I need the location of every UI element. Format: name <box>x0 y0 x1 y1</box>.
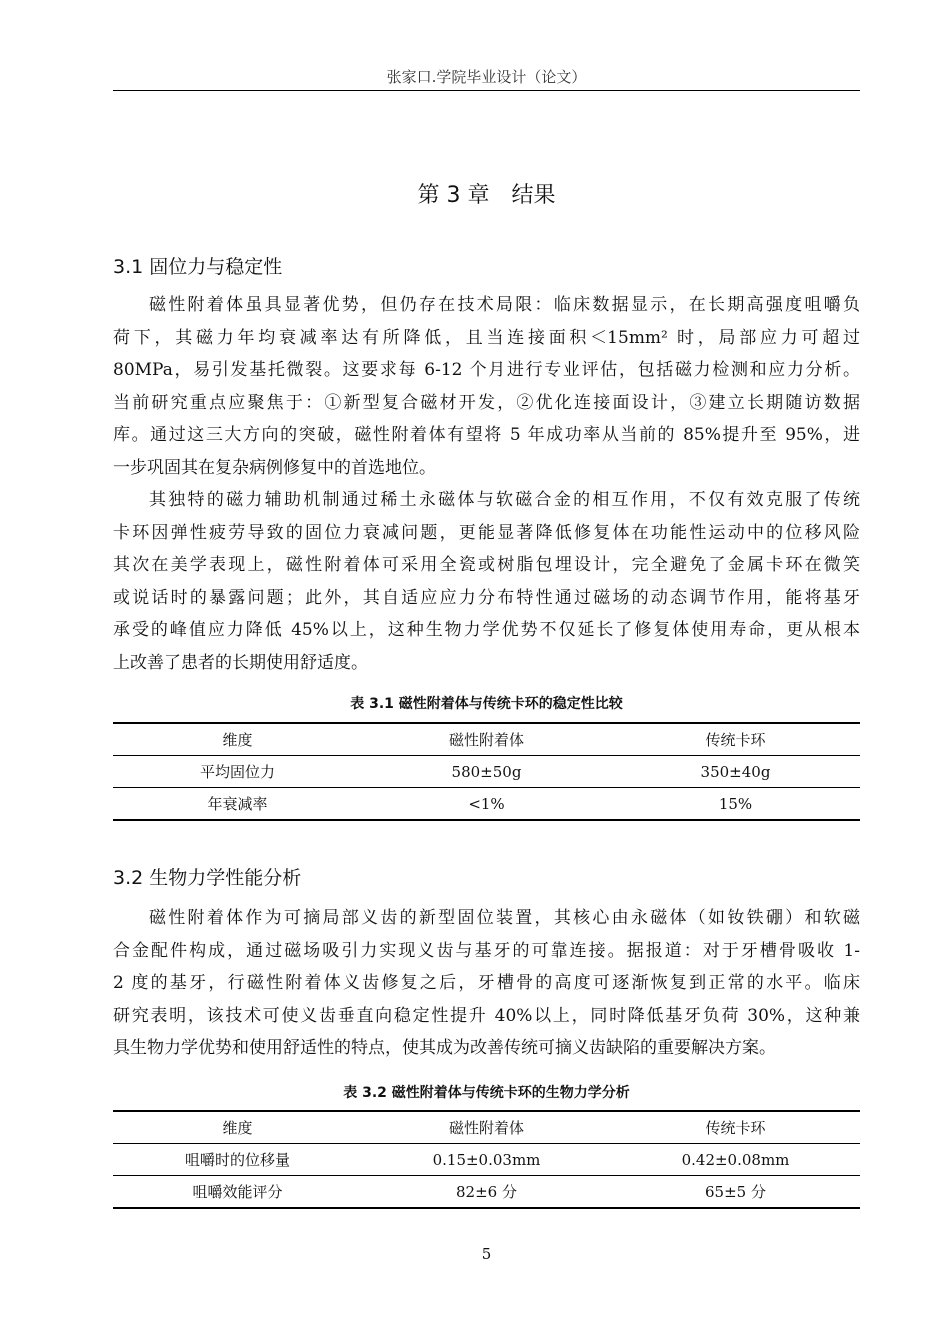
text-line: 研究表明，该技术可使义齿垂直向稳定性提升 40%以上，同时降低基牙负荷 30%，这种兼 <box>113 1005 860 1026</box>
table-cell: 0.15±0.03mm <box>362 1144 611 1176</box>
header-rule <box>113 90 860 91</box>
table-caption-3-1: 表 3.1 磁性附着体与传统卡环的稳定性比较 <box>350 696 623 712</box>
text-line: 2 度的基牙，行磁性附着体义齿修复之后，牙槽骨的高度可逐渐恢复到正常的水平。临床 <box>113 973 860 993</box>
text-line: 其次在美学表现上，磁性附着体可采用全瓷或树脂包埋设计，完全避免了金属卡环在微笑 <box>113 555 860 575</box>
column-header: 磁性附着体 <box>362 1111 611 1144</box>
column-header: 传统卡环 <box>611 1111 860 1144</box>
text-line: 磁性附着体虽具显著优势，但仍存在技术局限：临床数据显示，在长期高强度咀嚼负 <box>149 295 860 315</box>
column-header: 维度 <box>113 1111 362 1144</box>
chapter-title: 第 3 章 结果 <box>417 183 556 208</box>
column-header: 维度 <box>113 723 362 756</box>
text-line: 库。通过这三大方向的突破，磁性附着体有望将 5 年成功率从当前的 85%提升至 95%，进 <box>113 425 860 445</box>
table-cell: 350±40g <box>611 756 860 788</box>
table-cell: 15% <box>611 788 860 821</box>
table-caption-3-2: 表 3.2 磁性附着体与传统卡环的生物力学分析 <box>343 1085 630 1101</box>
table-row <box>113 1176 860 1209</box>
table-3-1 <box>113 722 860 821</box>
table-cell: 580±50g <box>362 756 611 788</box>
table-header-row <box>113 723 860 756</box>
text-line: 当前研究重点应聚焦于：①新型复合磁材开发，②优化连接面设计，③建立长期随访数据 <box>113 392 860 413</box>
table-cell: 咀嚼效能评分 <box>113 1176 362 1209</box>
page-header: 张家口.学院毕业设计（论文） <box>386 68 587 86</box>
column-header: 传统卡环 <box>611 723 860 756</box>
text-line: 上改善了患者的长期使用舒适度。 <box>113 652 368 673</box>
table-cell: 平均固位力 <box>113 756 362 788</box>
table-cell: 咀嚼时的位移量 <box>113 1144 362 1176</box>
paragraph-3-2-1 <box>113 902 860 1065</box>
text-line: 80MPa，易引发基托微裂。这要求每 6-12 个月进行专业评估，包括磁力检测和应力分析。 <box>113 360 860 380</box>
table-3-2 <box>113 1110 860 1209</box>
table-cell: 65±5 分 <box>611 1176 860 1209</box>
column-header: 磁性附着体 <box>362 723 611 756</box>
text-line: 一步巩固其在复杂病例修复中的首选地位。 <box>113 457 436 478</box>
table-cell: 0.42±0.08mm <box>611 1144 860 1176</box>
table-row <box>113 756 860 788</box>
table-row <box>113 1144 860 1176</box>
text-line: 承受的峰值应力降低 45%以上，这种生物力学优势不仅延长了修复体使用寿命，更从根本 <box>113 620 860 640</box>
table-header-row <box>113 1111 860 1144</box>
table-cell: 82±6 分 <box>362 1176 611 1209</box>
text-line: 磁性附着体作为可摘局部义齿的新型固位装置，其核心由永磁体（如钕铁硼）和软磁 <box>149 908 860 928</box>
table-row <box>113 788 860 821</box>
paragraph-3-1-1 <box>113 289 860 484</box>
text-line: 合金配件构成，通过磁场吸引力实现义齿与基牙的可靠连接。据报道：对于牙槽骨吸收 1- <box>113 940 860 961</box>
page-number: 5 <box>481 1245 492 1263</box>
table-cell: 年衰减率 <box>113 788 362 821</box>
text-line: 卡环因弹性疲劳导致的固位力衰减问题，更能显著降低修复体在功能性运动中的位移风险 <box>113 522 860 543</box>
section-heading-3-1: 3.1 固位力与稳定性 <box>113 256 283 278</box>
text-line: 或说话时的暴露问题；此外，其自适应应力分布特性通过磁场的动态调节作用，能将基牙 <box>113 587 860 608</box>
text-line: 其独特的磁力辅助机制通过稀土永磁体与软磁合金的相互作用，不仅有效克服了传统 <box>149 490 860 510</box>
table-cell: <1% <box>362 788 611 821</box>
text-line: 荷下，其磁力年均衰减率达有所降低，且当连接面积＜15mm² 时，局部应力可超过 <box>113 327 860 348</box>
paragraph-3-1-2 <box>113 484 860 679</box>
text-line: 具生物力学优势和使用舒适性的特点，使其成为改善传统可摘义齿缺陷的重要解决方案。 <box>113 1038 776 1058</box>
section-heading-3-2: 3.2 生物力学性能分析 <box>113 867 302 889</box>
